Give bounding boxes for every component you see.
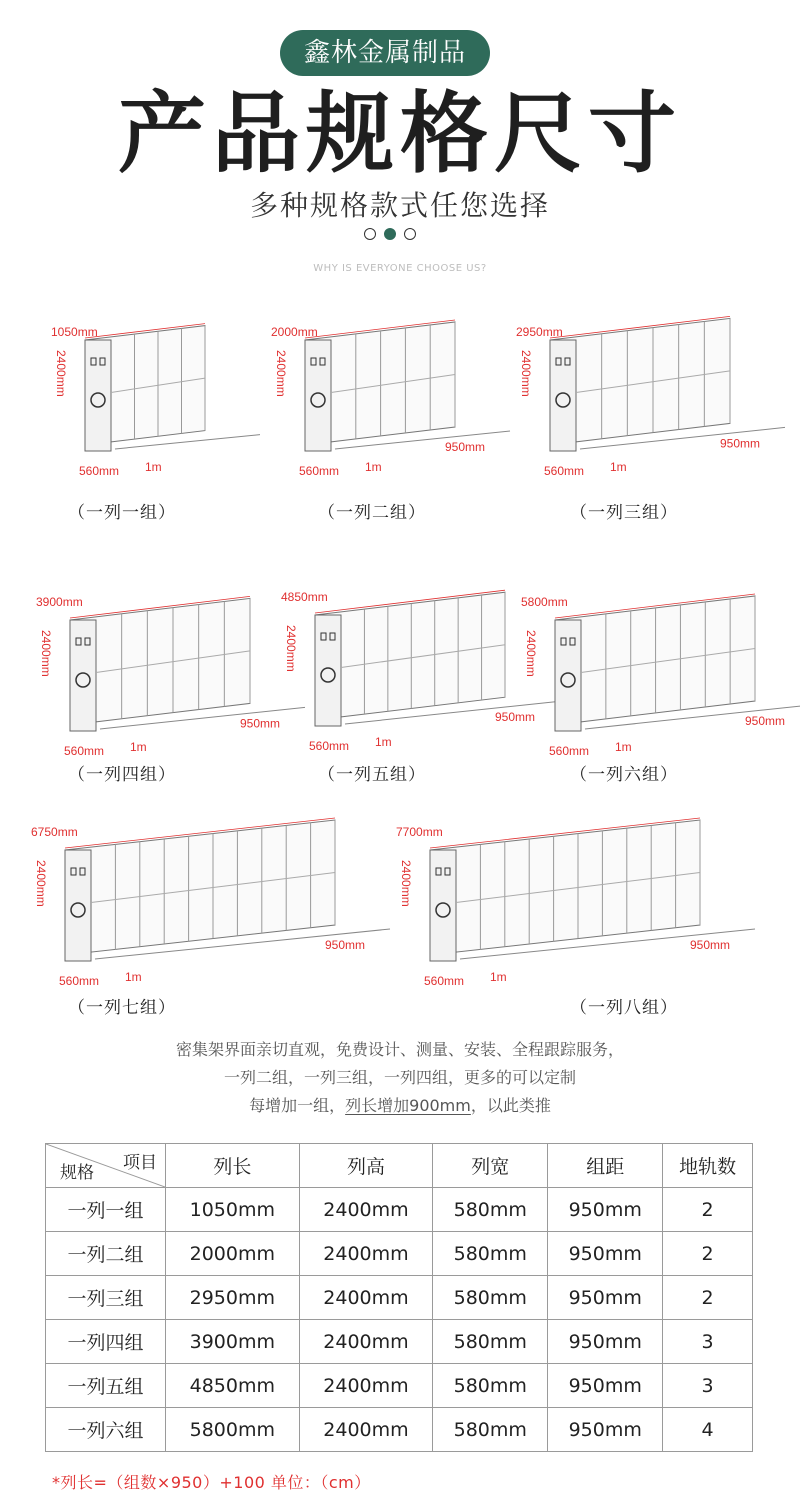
spec-table bbox=[45, 1143, 753, 1452]
length-formula: *列长=（组数×950）+100 单位：（cm） bbox=[52, 1473, 371, 1492]
figure-caption: （一列一组） bbox=[68, 503, 176, 523]
length-label: 5800mm bbox=[521, 595, 568, 609]
table-cell: 580mm bbox=[433, 1276, 548, 1320]
cabinet-figure bbox=[36, 595, 305, 758]
spacing-label: 950mm bbox=[720, 436, 761, 451]
figure-caption: （一列五组） bbox=[318, 765, 426, 785]
spacing-label: 950mm bbox=[445, 440, 486, 454]
length-label: 3900mm bbox=[36, 595, 83, 609]
figure-caption: （一列四组） bbox=[68, 765, 176, 785]
table-cell: 一列四组 bbox=[46, 1320, 166, 1364]
rail-label: 1m bbox=[615, 740, 632, 754]
rail-label: 1m bbox=[365, 460, 382, 474]
depth-label: 560mm bbox=[299, 464, 340, 478]
rail-label: 1m bbox=[130, 740, 147, 754]
depth-label: 560mm bbox=[64, 744, 105, 758]
note-line-1: 密集架界面亲切直观，免费设计、测量、安装、全程跟踪服务， bbox=[175, 1040, 624, 1059]
cabinet-figure bbox=[51, 324, 260, 478]
depth-label: 560mm bbox=[309, 739, 350, 753]
height-label: 2400mm bbox=[399, 860, 413, 907]
table-header: 列宽 bbox=[433, 1144, 548, 1188]
table-cell: 580mm bbox=[433, 1364, 548, 1408]
cabinet-figure bbox=[31, 818, 390, 988]
depth-label: 560mm bbox=[544, 464, 585, 478]
rail-label: 1m bbox=[490, 970, 507, 984]
table-cell: 一列五组 bbox=[46, 1364, 166, 1408]
table-cell: 一列一组 bbox=[46, 1188, 166, 1232]
table-cell: 950mm bbox=[548, 1276, 663, 1320]
rail-label: 1m bbox=[610, 460, 627, 474]
table-cell: 3900mm bbox=[166, 1320, 300, 1364]
spacing-label: 950mm bbox=[240, 716, 281, 731]
table-cell: 2400mm bbox=[299, 1408, 433, 1452]
cabinet-end-panel bbox=[70, 620, 96, 731]
table-cell: 950mm bbox=[548, 1408, 663, 1452]
corner-label-item: 项目 bbox=[123, 1153, 157, 1173]
table-cell: 4 bbox=[663, 1408, 753, 1452]
cabinet-end-panel bbox=[430, 850, 456, 961]
cabinet-figure bbox=[281, 590, 560, 753]
table-cell: 2950mm bbox=[166, 1276, 300, 1320]
table-cell: 2 bbox=[663, 1188, 753, 1232]
cabinet-figure bbox=[271, 320, 510, 478]
spacing-label: 950mm bbox=[745, 714, 786, 728]
table-cell: 950mm bbox=[548, 1188, 663, 1232]
table-cell: 950mm bbox=[548, 1320, 663, 1364]
table-cell: 580mm bbox=[433, 1320, 548, 1364]
brand-badge: 鑫林金属制品 bbox=[280, 30, 490, 76]
length-label: 6750mm bbox=[31, 825, 78, 839]
spacing-label: 950mm bbox=[325, 938, 366, 952]
table-cell: 一列二组 bbox=[46, 1232, 166, 1276]
table-row bbox=[46, 1364, 753, 1408]
note-line-3-suffix: ，以此类推 bbox=[470, 1096, 551, 1115]
table-cell: 2 bbox=[663, 1276, 753, 1320]
figure-caption: （一列三组） bbox=[570, 503, 678, 523]
table-corner-cell bbox=[46, 1144, 166, 1188]
table-header-row bbox=[46, 1144, 753, 1188]
spacing-label: 950mm bbox=[690, 938, 731, 952]
table-cell: 5800mm bbox=[166, 1408, 300, 1452]
cabinet-end-panel bbox=[550, 340, 576, 451]
table-header: 组距 bbox=[548, 1144, 663, 1188]
table-cell: 580mm bbox=[433, 1232, 548, 1276]
height-label: 2400mm bbox=[274, 350, 288, 397]
table-cell: 一列三组 bbox=[46, 1276, 166, 1320]
cabinet-body bbox=[65, 820, 335, 955]
note-line-3-prefix: 每增加一组， bbox=[249, 1096, 346, 1115]
cabinet-body bbox=[550, 318, 730, 445]
cabinet-end-panel bbox=[555, 620, 581, 731]
table-cell: 2400mm bbox=[299, 1188, 433, 1232]
cabinet-figure bbox=[396, 818, 755, 988]
table-header: 列高 bbox=[299, 1144, 433, 1188]
figure-caption: （一列七组） bbox=[68, 998, 176, 1018]
table-row bbox=[46, 1408, 753, 1452]
depth-label: 560mm bbox=[79, 464, 120, 478]
rail-label: 1m bbox=[375, 735, 392, 749]
length-label: 7700mm bbox=[396, 825, 443, 839]
depth-label: 560mm bbox=[549, 744, 590, 758]
table-row bbox=[46, 1188, 753, 1232]
table-row bbox=[46, 1276, 753, 1320]
table-header: 列长 bbox=[166, 1144, 300, 1188]
height-label: 2400mm bbox=[54, 350, 68, 397]
table-cell: 2400mm bbox=[299, 1364, 433, 1408]
table-cell: 580mm bbox=[433, 1408, 548, 1452]
cabinet-end-panel bbox=[65, 850, 91, 961]
table-row bbox=[46, 1320, 753, 1364]
cabinet-body bbox=[70, 598, 250, 725]
cabinet-end-panel bbox=[315, 615, 341, 726]
figure-caption: （一列八组） bbox=[570, 998, 678, 1018]
table-cell: 2000mm bbox=[166, 1232, 300, 1276]
table-cell: 2 bbox=[663, 1232, 753, 1276]
depth-label: 560mm bbox=[424, 974, 465, 988]
table-cell: 一列六组 bbox=[46, 1408, 166, 1452]
note-line-3 bbox=[0, 1092, 800, 1120]
figure-caption: （一列六组） bbox=[570, 765, 678, 785]
cabinet-body bbox=[555, 596, 755, 725]
rail-label: 1m bbox=[145, 460, 162, 474]
table-cell: 2400mm bbox=[299, 1276, 433, 1320]
table-cell: 1050mm bbox=[166, 1188, 300, 1232]
page-subtitle: 多种规格款式任您选择 bbox=[249, 189, 550, 222]
cabinet-figure bbox=[516, 316, 785, 478]
height-label: 2400mm bbox=[39, 630, 53, 677]
figure-caption: （一列二组） bbox=[318, 503, 426, 523]
cabinet-body bbox=[430, 820, 700, 955]
height-label: 2400mm bbox=[524, 630, 538, 677]
table-cell: 580mm bbox=[433, 1188, 548, 1232]
length-label: 2000mm bbox=[271, 325, 318, 339]
note-line-2: 一列二组，一列三组，一列四组，更多的可以定制 bbox=[223, 1068, 576, 1087]
cabinet-end-panel bbox=[305, 340, 331, 451]
page-title: 产品规格尺寸 bbox=[117, 82, 682, 185]
tagline: WHY IS EVERYONE CHOOSE US? bbox=[313, 263, 487, 274]
cabinet-end-panel bbox=[85, 340, 111, 451]
table-cell: 950mm bbox=[548, 1364, 663, 1408]
rail-label: 1m bbox=[125, 970, 142, 984]
cabinet-body bbox=[315, 592, 505, 720]
table-cell: 4850mm bbox=[166, 1364, 300, 1408]
height-label: 2400mm bbox=[34, 860, 48, 907]
table-cell: 2400mm bbox=[299, 1232, 433, 1276]
table-row bbox=[46, 1232, 753, 1276]
table-cell: 3 bbox=[663, 1320, 753, 1364]
depth-label: 560mm bbox=[59, 974, 100, 988]
cabinet-figure bbox=[521, 594, 800, 758]
length-label: 2950mm bbox=[516, 325, 563, 339]
note-line-3-highlight: 列长增加900mm bbox=[345, 1096, 471, 1115]
table-cell: 3 bbox=[663, 1364, 753, 1408]
length-label: 4850mm bbox=[281, 590, 328, 604]
height-label: 2400mm bbox=[519, 350, 533, 397]
corner-label-spec: 规格 bbox=[60, 1163, 94, 1183]
table-header: 地轨数 bbox=[663, 1144, 753, 1188]
spacing-label: 950mm bbox=[495, 710, 536, 725]
height-label: 2400mm bbox=[284, 625, 298, 672]
table-cell: 950mm bbox=[548, 1232, 663, 1276]
length-label: 1050mm bbox=[51, 325, 98, 339]
table-cell: 2400mm bbox=[299, 1320, 433, 1364]
